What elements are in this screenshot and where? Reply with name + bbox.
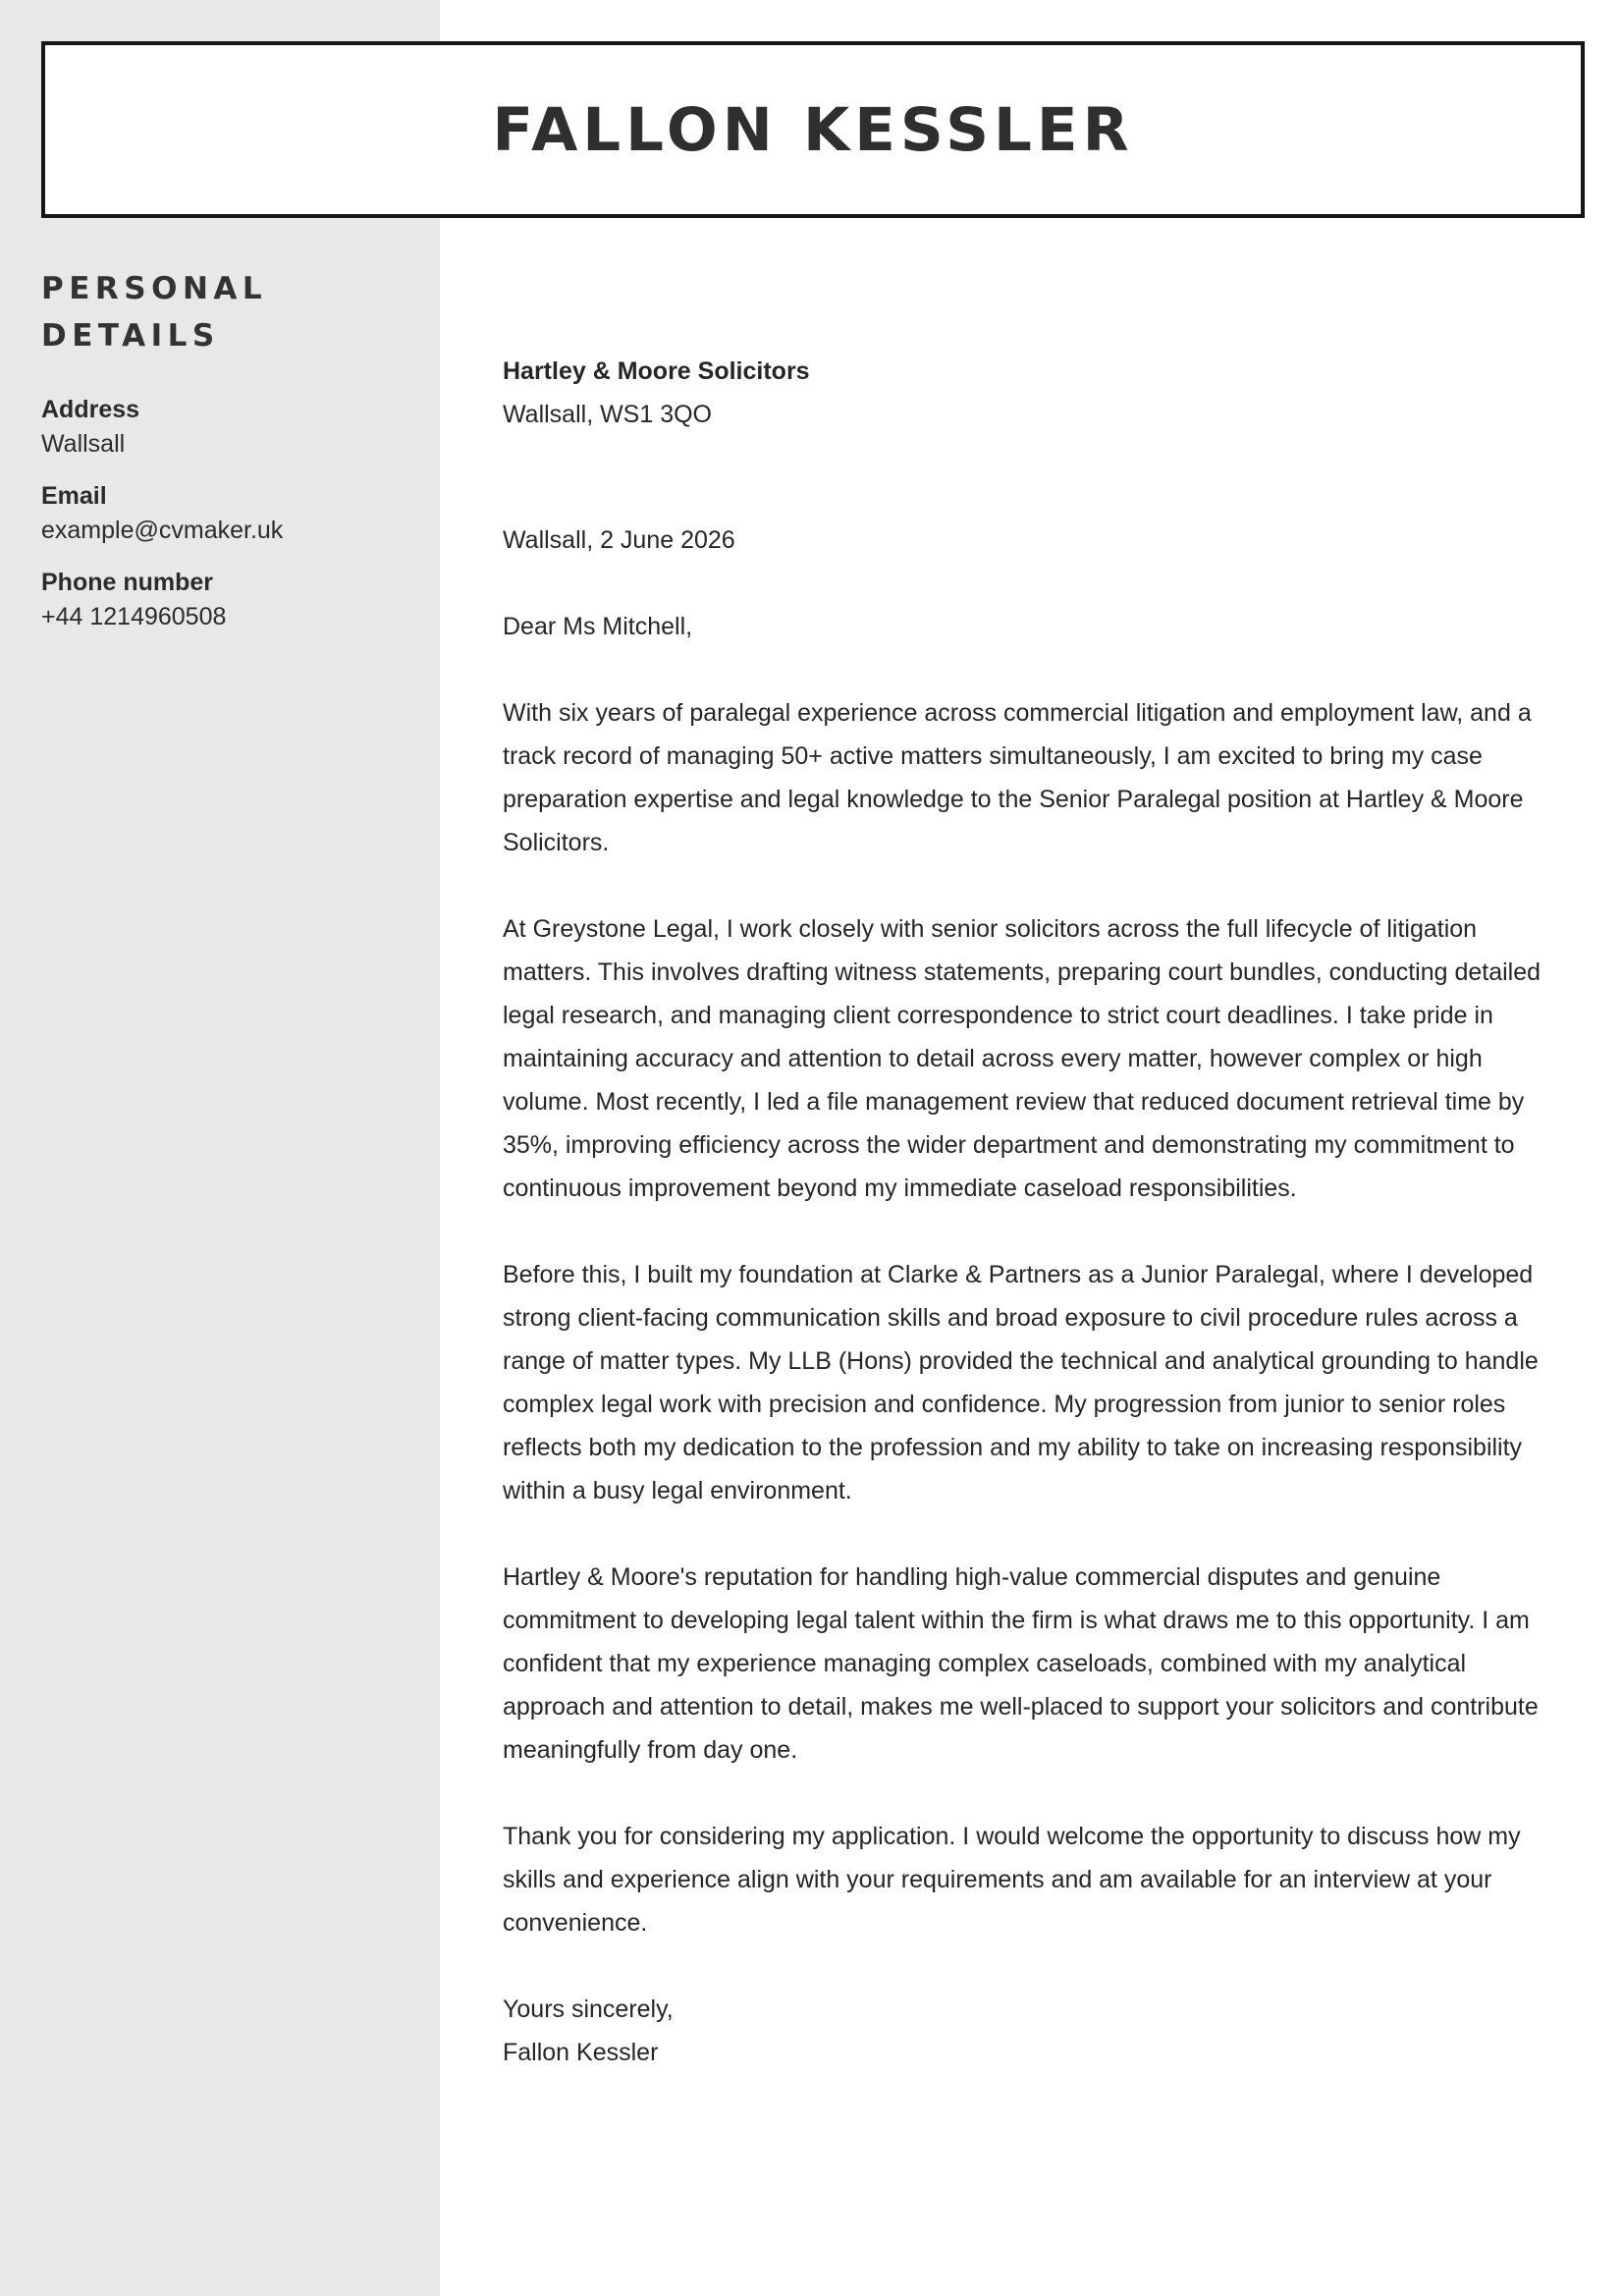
detail-value: example@cvmaker.uk [41, 517, 284, 544]
detail-label: Phone number [41, 569, 214, 596]
letter-paragraph: With six years of paralegal experience across commercial litigation and employment law, and a track record of managing 50+ active matters simultaneously, I am excited to bring my case preparation expertise and legal knowledge to the Senior Paralegal position at Hartley & Moore Solicitors. [503, 699, 1532, 856]
applicant-name: FALLON KESSLER [492, 94, 1134, 165]
date-line: Wallsall, 2 June 2026 [503, 526, 735, 554]
letter-paragraph: Hartley & Moore's reputation for handling high-value commercial disputes and genuine commitment to developing legal talent within the firm is what draws me to this opportunity. I am confident that my experience managing complex caseloads, combined with my analytical approach and attention to detail, makes me well-placed to support your solicitors and contribute meaningfully from day one. [503, 1563, 1539, 1764]
letter-paragraph: At Greystone Legal, I work closely with senior solicitors across the full lifecycle of litigation matters. This involves drafting witness statements, preparing court bundles, conducting detailed legal research, and managing client correspondence to strict court deadlines. I take pride in maintaining accuracy and attention to detail across every matter, however complex or high volume. Most recently, I led a file management review that reduced document retrieval time by 35%, improving efficiency across the wider department and demonstrating my commitment to continuous improvement beyond my immediate caseload responsibilities. [503, 915, 1541, 1202]
detail-value: Wallsall [41, 430, 126, 458]
detail-value: +44 1214960508 [41, 603, 227, 630]
closing: Yours sincerely, [503, 1995, 674, 2023]
recipient-address: Wallsall, WS1 3QO [503, 401, 713, 428]
personal-details-section [41, 265, 424, 652]
cover-letter-body [503, 350, 1563, 2074]
letter-paragraph: Before this, I built my foundation at Clarke & Partners as a Junior Paralegal, where I developed strong client-facing communication skills and broad exposure to civil procedure rules across a range of matter types. My LLB (Hons) provided the technical and analytical grounding to handle complex legal work with precision and confidence. My progression from junior to senior roles reflects both my dedication to the profession and my ability to take on increasing responsibility within a busy legal environment. [503, 1261, 1539, 1504]
salutation: Dear Ms Mitchell, [503, 613, 693, 640]
recipient-name: Hartley & Moore Solicitors [503, 357, 810, 385]
letter-paragraph: Thank you for considering my application. I would welcome the opportunity to discuss how my skills and experience align with your requirements and am available for an interview at your convenience. [503, 1823, 1521, 1937]
detail-phone [41, 566, 424, 634]
detail-address [41, 393, 424, 462]
detail-label: Address [41, 396, 140, 423]
signature: Fallon Kessler [503, 2039, 659, 2066]
personal-details-title: PERSONAL DETAILS [41, 271, 268, 354]
detail-label: Email [41, 482, 107, 510]
detail-email [41, 479, 424, 548]
spacer [503, 436, 1563, 519]
name-header [41, 41, 1585, 218]
